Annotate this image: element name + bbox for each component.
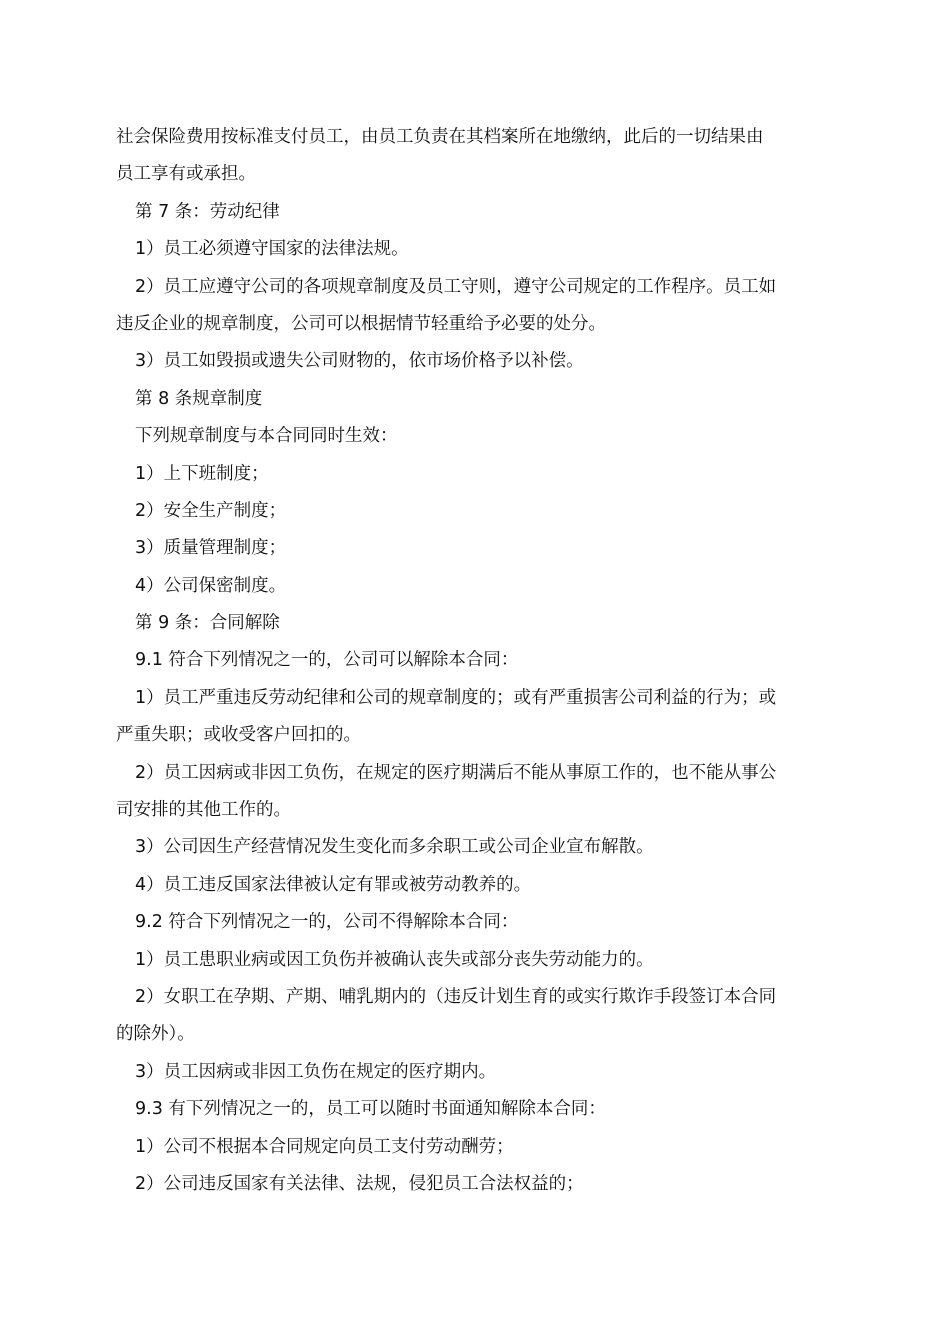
text-line: 第 9 条：合同解除 [135,613,280,634]
text-line: 1）上下班制度； [135,463,269,484]
text-line: 2）女职工在孕期、产期、哺乳期内的（违反计划生育的或实行欺诈手段签订本合同 [135,986,777,1007]
text-line: 第 8 条规章制度 [135,388,263,409]
text-line: 2）公司违反国家有关法律、法规，侵犯员工合法权益的； [135,1173,584,1194]
text-line: 3）员工如毁损或遗失公司财物的，依市场价格予以补偿。 [135,351,584,372]
text-line: 9.2 符合下列情况之一的，公司不得解除本合同： [135,912,519,933]
text-line: 的除外）。 [116,1024,195,1045]
text-line: 9.1 符合下列情况之一的，公司可以解除本合同： [135,650,519,671]
text-line: 违反企业的规章制度，公司可以根据情节轻重给予必要的处分。 [116,313,606,334]
text-line: 1）员工患职业病或因工负伤并被确认丧失或部分丧失劳动能力的。 [135,949,654,970]
text-line: 2）员工因病或非因工负伤，在规定的医疗期满后不能从事原工作的，也不能从事公 [135,762,777,783]
text-line: 社会保险费用按标准支付员工，由员工负责在其档案所在地缴纳，此后的一切结果由 [116,127,764,147]
text-line: 4）公司保密制度。 [135,575,287,596]
text-line: 3）质量管理制度； [135,538,287,559]
text-line: 3）公司因生产经营情况发生变化而多余职工或公司企业宣布解散。 [135,837,654,858]
text-line: 司安排的其他工作的。 [116,800,291,821]
text-line: 1）员工严重违反劳动纪律和公司的规章制度的；或有严重损害公司利益的行为；或 [135,687,777,708]
text-line: 1）员工必须遵守国家的法律法规。 [135,239,409,260]
text-line: 9.3 有下列情况之一的，员工可以随时书面通知解除本合同： [135,1099,606,1120]
text-line: 2）安全生产制度； [135,500,287,521]
text-line: 下列规章制度与本合同同时生效： [135,426,398,447]
text-line: 2）员工应遵守公司的各项规章制度及员工守则，遵守公司规定的工作程序。员工如 [135,276,777,297]
text-line: 严重失职；或收受客户回扣的。 [116,725,361,746]
text-line: 第 7 条：劳动纪律 [135,201,280,222]
text-line: 4）员工违反国家法律被认定有罪或被劳动教养的。 [135,874,532,895]
text-line: 3）员工因病或非因工负伤在规定的医疗期内。 [135,1061,497,1082]
text-line: 员工享有或承担。 [116,164,256,185]
text-line: 1）公司不根据本合同规定向员工支付劳动酬劳； [135,1136,514,1157]
document-body [116,119,836,1203]
